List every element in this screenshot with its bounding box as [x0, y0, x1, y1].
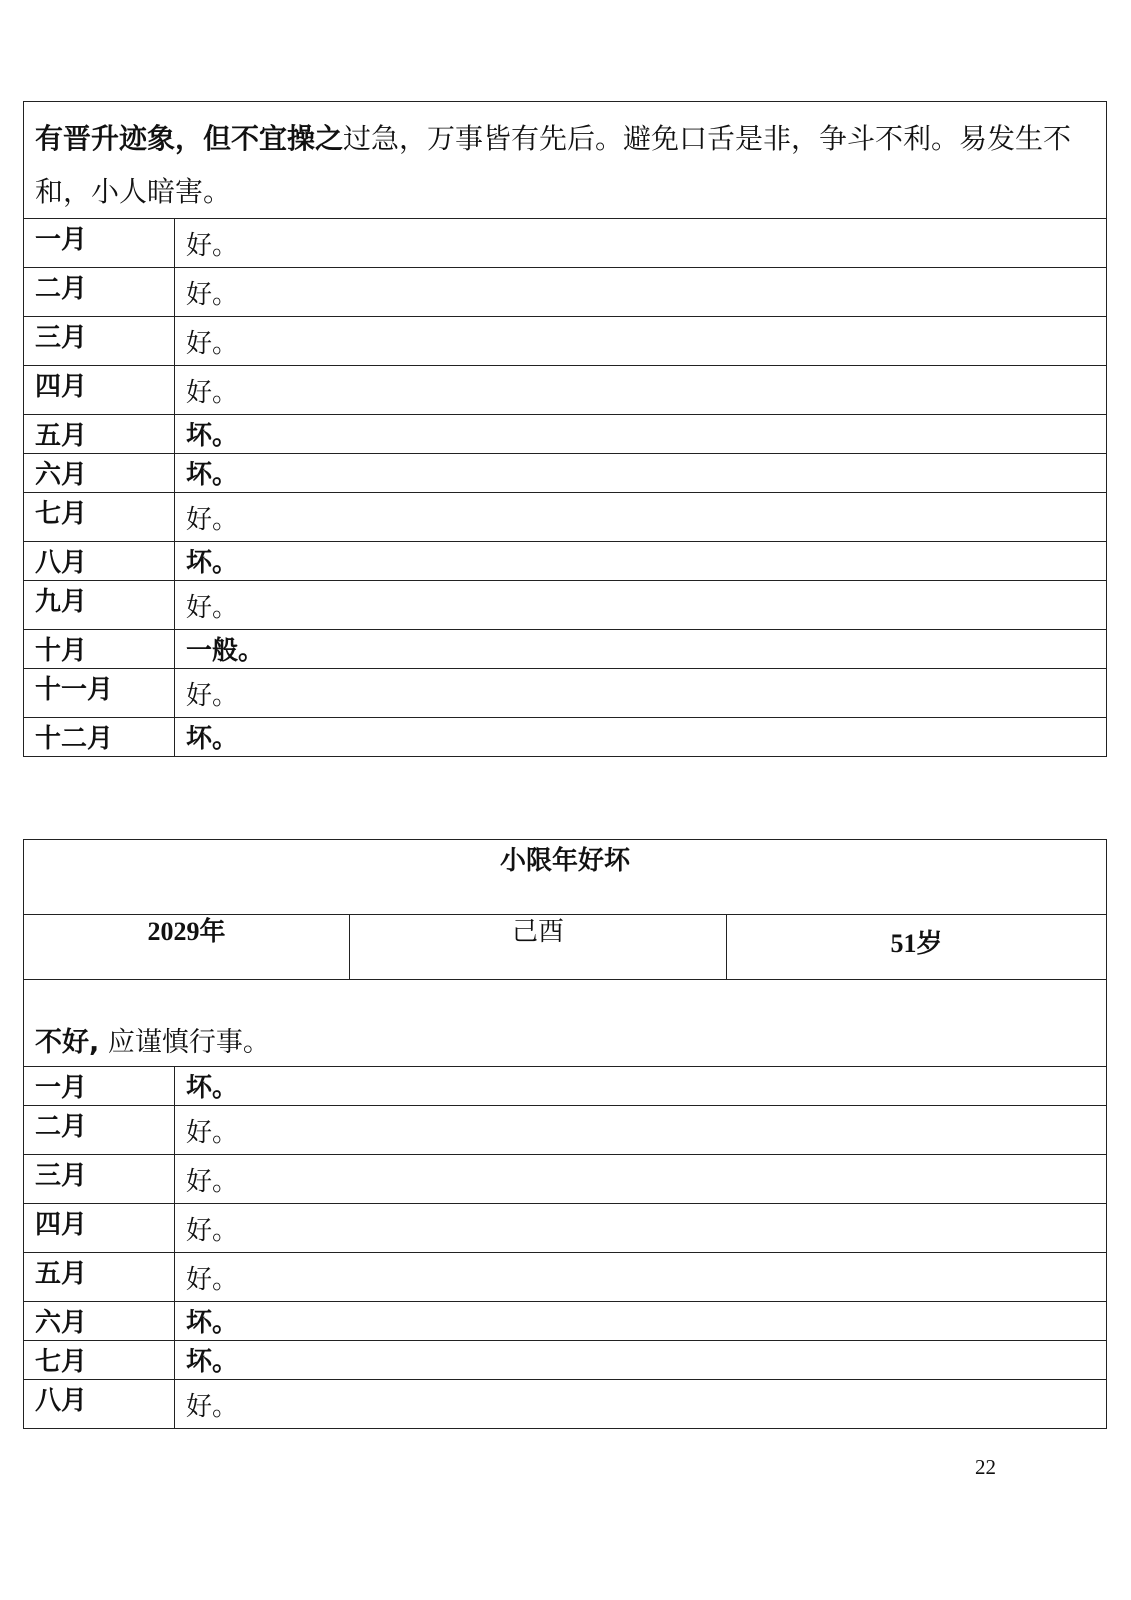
month-value: 坏。	[175, 718, 1107, 757]
month-label: 四月	[24, 366, 175, 415]
month-label: 二月	[24, 1106, 175, 1155]
forecast-intro	[24, 102, 1107, 219]
month-label: 三月	[24, 317, 175, 366]
month-value: 坏。	[175, 415, 1107, 454]
table-row	[24, 581, 1107, 630]
year-cell: 2029年	[24, 915, 350, 980]
month-label: 九月	[24, 581, 175, 630]
month-value: 好。	[175, 1253, 1107, 1302]
month-label: 六月	[24, 454, 175, 493]
month-value: 坏。	[175, 1302, 1107, 1341]
table-row	[24, 1204, 1107, 1253]
month-label: 一月	[24, 219, 175, 268]
month-label: 三月	[24, 1155, 175, 1204]
month-value: 坏。	[175, 542, 1107, 581]
month-label: 七月	[24, 1341, 175, 1380]
annual-forecast-table	[23, 839, 1107, 1429]
table-title: 小限年好坏	[24, 840, 1107, 915]
month-label: 六月	[24, 1302, 175, 1341]
month-value: 好。	[175, 219, 1107, 268]
month-label: 十二月	[24, 718, 175, 757]
ganzhi-cell: 己酉	[350, 915, 727, 980]
page-number: 22	[975, 1455, 996, 1479]
age-cell: 51岁	[727, 915, 1107, 980]
month-value: 好。	[175, 1380, 1107, 1429]
table-row	[24, 366, 1107, 415]
table-row	[24, 718, 1107, 757]
table-row	[24, 1155, 1107, 1204]
month-label: 十月	[24, 630, 175, 669]
table-row	[24, 1106, 1107, 1155]
month-value: 好。	[175, 317, 1107, 366]
month-label: 五月	[24, 415, 175, 454]
month-label: 五月	[24, 1253, 175, 1302]
month-value: 好。	[175, 268, 1107, 317]
table-row	[24, 493, 1107, 542]
table-row	[24, 669, 1107, 718]
month-value: 一般。	[175, 630, 1107, 669]
intro-bold-text: 有晋升迹象，但不宜操之	[35, 122, 344, 155]
month-value: 好。	[175, 366, 1107, 415]
table-row	[24, 1380, 1107, 1429]
table-row	[24, 1341, 1107, 1380]
table-row	[24, 317, 1107, 366]
month-label: 二月	[24, 268, 175, 317]
month-label: 四月	[24, 1204, 175, 1253]
month-value: 好。	[175, 1106, 1107, 1155]
month-value: 坏。	[175, 1067, 1107, 1106]
year-summary	[24, 980, 1107, 1067]
summary-bold-text: 不好,	[35, 1027, 100, 1058]
table-row	[24, 542, 1107, 581]
month-label: 十一月	[24, 669, 175, 718]
month-value: 好。	[175, 1204, 1107, 1253]
month-label: 八月	[24, 542, 175, 581]
month-label: 七月	[24, 493, 175, 542]
table-row	[24, 454, 1107, 493]
monthly-forecast-table	[23, 101, 1107, 757]
month-value: 好。	[175, 1155, 1107, 1204]
table-row	[24, 630, 1107, 669]
month-label: 一月	[24, 1067, 175, 1106]
table-row	[24, 415, 1107, 454]
month-value: 坏。	[175, 454, 1107, 493]
month-value: 好。	[175, 493, 1107, 542]
table-row	[24, 219, 1107, 268]
intro-text: 过急，万事皆有先后。避免口舌是非，争斗不利。易发生不和，小人暗害。	[35, 122, 1072, 208]
table-row	[24, 1253, 1107, 1302]
month-value: 坏。	[175, 1341, 1107, 1380]
month-label: 八月	[24, 1380, 175, 1429]
month-value: 好。	[175, 581, 1107, 630]
table-row	[24, 1067, 1107, 1106]
month-value: 好。	[175, 669, 1107, 718]
table-row	[24, 1302, 1107, 1341]
summary-text: 应谨慎行事。	[99, 1027, 270, 1058]
table-row	[24, 268, 1107, 317]
